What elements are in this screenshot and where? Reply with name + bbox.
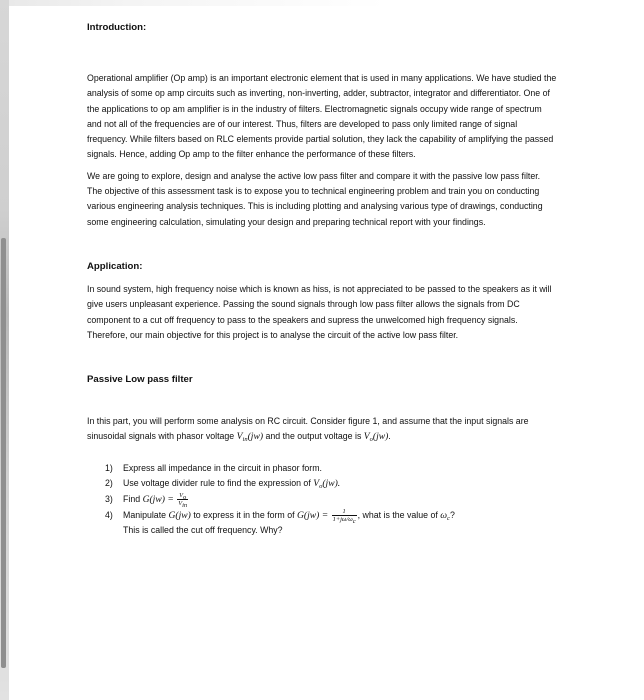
passive-filter-paragraph: In this part, you will perform some analysis on RC circuit. Consider figure 1, and assume that the input signals are sinusoidal signals with phasor voltage $V_{in}(jw)$ and the output voltage is $V_o(jw)$. [87,416,529,444]
task-number: 4) [105,509,113,520]
task-4-continuation: This is called the cut off frequency. Why? [123,525,283,536]
list-item: 4) Manipulate G(jw) to express it in the form of G(jw) = $\frac{1}{1+j\omega/\omega_c}$ , what is the value of $\omega_c$? This is called the cut off frequency. Why? [105,508,557,539]
task-text: Find [123,493,143,504]
task-text: Use voltage divider rule to find the expression of [123,478,314,489]
task-text: Express all impedance in the circuit in phasor form. [123,462,322,473]
task-number: 2) [105,478,113,489]
passive-filter-heading: Passive Low pass filter [87,374,193,386]
introduction-paragraph-1: Operational amplifier (Op amp) is an important electronic element that is used in many applications. We have studied the analysis of some op amp circuits such as inverting, non-inverting, adder, subtractor, integrator and differentiator. One of the applications to op am amplifier is in the industry of filters. Electromagnetic signals occupy wide range of spectrum and not all of the frequencies are of our interest. Thus, filters are developed to pass only limited range of signal frequency. While filters based on RLC elements provide partial solution, they lack the capability of amplifying the passed signals. Hence, adding Op amp to the filter enhance the performance of these filters. [87,73,557,160]
list-item [105,461,557,477]
scrollbar-thumb[interactable] [1,238,6,668]
task-list [87,461,557,539]
document-content [87,20,557,539]
introduction-paragraph-2: We are going to explore, design and analyse the active low pass filter and compare it with the passive low pass filter. The objective of this assessment task is to expose you to technical engineering problem and train you on conducting various engineering analysis techniques. This is including plotting and analysing various type of drawings, conducting some engineering calculation, simulating your design and preparing technical report with your findings. [87,170,543,227]
task-number: 1) [105,462,113,473]
g-jw-symbol: G(jw) [168,509,191,521]
list-item [105,476,557,492]
cutoff-fraction: $\frac{1}{1+j\omega/\omega_c}$ [332,507,356,525]
application-paragraph: In sound system, high frequency noise which is known as hiss, is not appreciated to be passed to the speakers as it will give users unpleasant experience. Passing the sound signals through low pass filter allows the signals from DC component to a cut off frequency to pass to the speakers and supress the unwelcomed high frequency signals. Therefore, our main objective for this project is to analyse the circuit of the active low pass filter. [87,283,552,340]
passive-text-b: and the output voltage is [263,431,364,442]
task-text: Manipulate [123,509,169,520]
task-number: 3) [105,493,113,504]
vo-over-vin-fraction: $\frac{V_o}{V_{in}}$ [178,492,188,510]
g-jw-symbol: G(jw) = [142,493,177,505]
vin-symbol: $V_{in}(jw)$ [236,431,264,444]
top-edge-shadow [0,0,644,6]
application-heading: Application: [87,260,143,272]
vo-jw-symbol: $V_o(jw)$. [313,478,341,491]
g-jw-form-symbol: G(jw) = [296,509,331,521]
omega-c-symbol: $\omega_c$ [440,509,450,522]
passive-text-a: In this part, you will perform some analysis on RC circuit. Consider figure 1, and assume that the input signals are sinusoidal signals with phasor voltage [87,416,529,442]
introduction-heading: Introduction: [87,22,147,33]
left-scrollbar-track[interactable] [0,0,9,700]
list-item [105,492,557,508]
vo-symbol: $V_o(jw)$ [363,431,389,444]
